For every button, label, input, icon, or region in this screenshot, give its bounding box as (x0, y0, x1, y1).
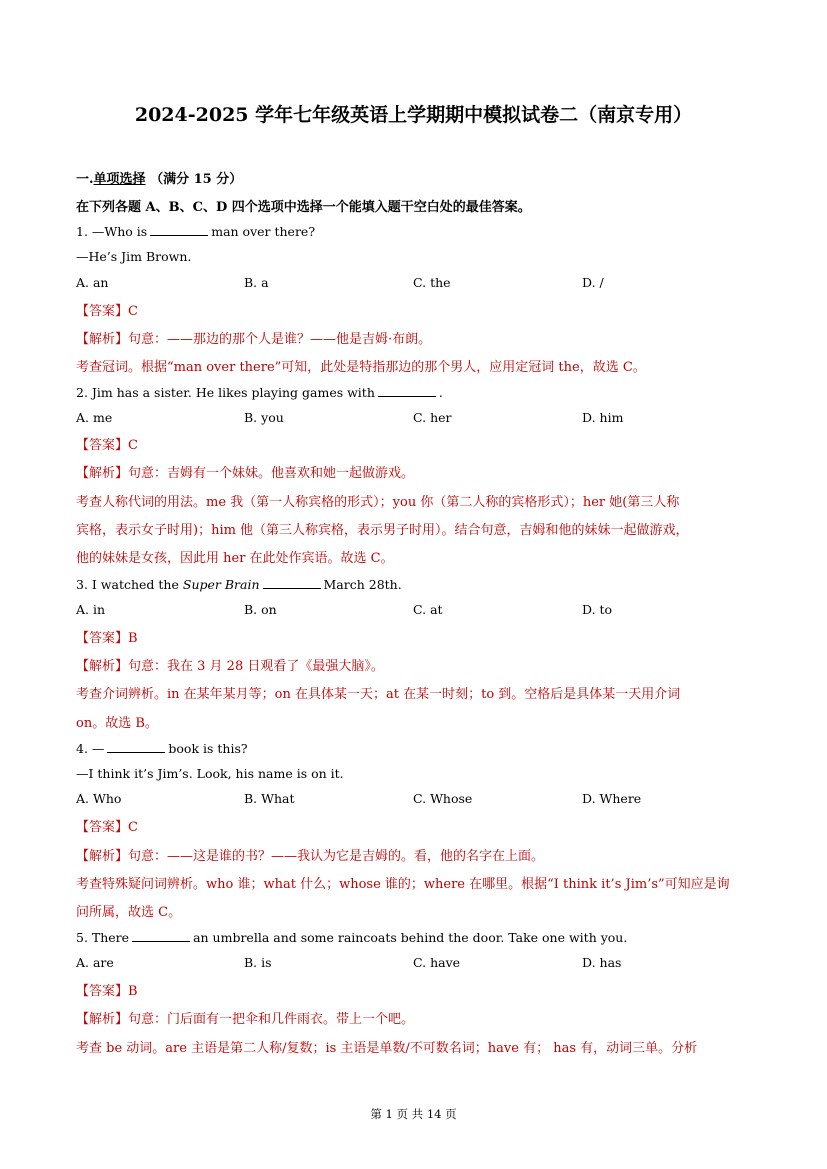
question-5-explain-1: 考查 be 动词。are 主语是第二人称/复数；is 主语是单数/不可数名词；have 有； has 有，动词三单。分析 (76, 1041, 698, 1056)
blank (107, 741, 165, 753)
option-a: A. in (76, 602, 106, 617)
option-a: A. are (76, 955, 114, 970)
option-c: C. her (413, 410, 452, 425)
question-4-line2: —I think it’s Jim’s. Look, his name is on it. (76, 766, 344, 781)
option-b: B. on (244, 602, 277, 617)
question-5-analysis: 【解析】句意：门后面有一把伞和几件雨衣。带上一个吧。 (76, 1012, 415, 1027)
show-title: Super Brain (182, 577, 260, 592)
question-4-explain-2: 问所属，故选 C。 (76, 905, 182, 920)
option-a: A. me (76, 410, 113, 425)
question-3-explain-2: on。故选 B。 (76, 716, 158, 731)
option-d: D. Where (582, 791, 642, 806)
question-1-explain: 考查冠词。根据“man over there”可知，此处是特指那边的那个男人，应用定冠词 the，故选 C。 (76, 360, 646, 375)
question-1-stem: 1. —Who is man over there? (76, 224, 316, 239)
option-d: D. to (582, 602, 613, 617)
section-instruction: 在下列各题 A、B、C、D 四个选项中选择一个能填入题干空白处的最佳答案。 (76, 200, 531, 215)
question-3-analysis: 【解析】句意：我在 3 月 28 日观看了《最强大脑》。 (76, 659, 384, 674)
section-name: 单项选择 (93, 172, 146, 187)
option-c: C. have (413, 955, 461, 970)
question-1-analysis: 【解析】句意：——那边的那个人是谁？——他是吉姆·布朗。 (76, 332, 432, 347)
option-b: B. What (244, 791, 295, 806)
question-4-answer: 【答案】C (76, 820, 138, 835)
question-1-line2: —He’s Jim Brown. (76, 249, 192, 264)
section-score: （满分 15 分） (150, 172, 243, 187)
question-2-explain-3: 他的妹妹是女孩，因此用 her 在此处作宾语。故选 C。 (76, 551, 394, 566)
option-b: B. a (244, 275, 269, 290)
option-d: D. has (582, 955, 622, 970)
option-c: C. the (413, 275, 451, 290)
option-c: C. at (413, 602, 443, 617)
question-2-explain-1: 考查人称代词的用法。me 我（第一人称宾格的形式）；you 你（第二人称的宾格形式）；her 她(第三人称 (76, 495, 680, 510)
question-3-stem: 3. I watched the Super Brain March 28th. (76, 577, 402, 592)
option-b: B. you (244, 410, 284, 425)
blank (150, 224, 208, 236)
section-heading (76, 168, 242, 187)
question-2-stem: 2. Jim has a sister. He likes playing games with . (76, 385, 443, 400)
blank (132, 930, 190, 942)
question-3-explain-1: 考查介词辨析。in 在某年某月等；on 在具体某一天；at 在某一时刻；to 到。空格后是具体某一天用介词 (76, 687, 681, 702)
page-footer: 第 1 页 共 14 页 (370, 1107, 457, 1121)
question-4-explain-1: 考查特殊疑问词辨析。who 谁；what 什么；whose 谁的；where 在哪里。根据“I think it’s Jim’s”可知应是询 (76, 877, 730, 892)
page-title: 2024-2025 学年七年级英语上学期期中模拟试卷二（南京专用） (134, 104, 693, 126)
question-4-analysis: 【解析】句意：——这是谁的书？——我认为它是吉姆的。看，他的名字在上面。 (76, 849, 545, 864)
option-d: D. him (582, 410, 624, 425)
question-1-answer: 【答案】C (76, 304, 138, 319)
option-b: B. is (244, 955, 272, 970)
question-5-answer: 【答案】B (76, 984, 138, 999)
question-5-stem: 5. There an umbrella and some raincoats behind the door. Take one with you. (76, 930, 628, 945)
question-2-answer: 【答案】C (76, 438, 138, 453)
question-3-answer: 【答案】B (76, 631, 138, 646)
blank (378, 385, 436, 397)
option-a: A. an (76, 275, 109, 290)
question-4-stem: 4. — book is this? (76, 741, 248, 756)
option-a: A. Who (76, 791, 122, 806)
blank (263, 577, 321, 589)
option-c: C. Whose (413, 791, 473, 806)
option-d: D. / (582, 275, 604, 290)
question-2-analysis: 【解析】句意：吉姆有一个妹妹。他喜欢和她一起做游戏。 (76, 466, 415, 481)
section-number: 一. (76, 172, 94, 187)
question-2-explain-2: 宾格，表示女子时用)；him 他（第三人称宾格，表示男子时用）。结合句意，吉姆和他的妹妹一起做游戏， (76, 523, 689, 538)
